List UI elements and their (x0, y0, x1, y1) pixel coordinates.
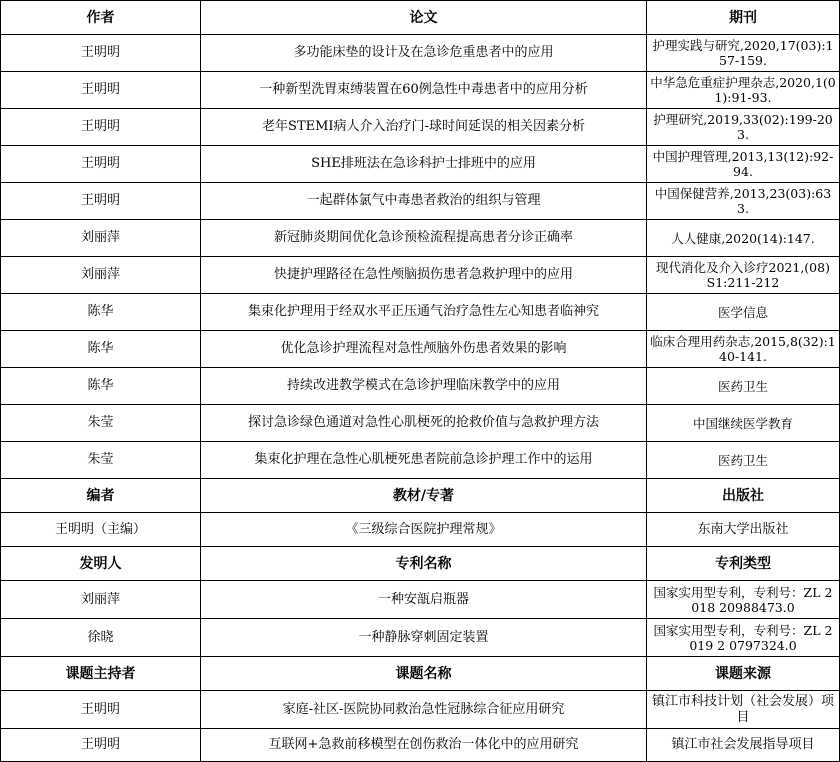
paper-author: 王明明 (1, 35, 201, 72)
paper-journal: 现代消化及介入诊疗2021,(08) S1:211-212 (647, 257, 840, 294)
paper-author: 刘丽萍 (1, 257, 201, 294)
paper-journal: 护理实践与研究,2020,17(03):157-159. (647, 35, 840, 72)
table-row (1, 581, 840, 619)
patents-header-row (1, 547, 840, 581)
projects-header-name: 课题名称 (201, 657, 647, 691)
projects-header-row (1, 657, 840, 691)
paper-author: 王明明 (1, 183, 201, 220)
books-header-editor: 编者 (1, 479, 201, 513)
paper-journal: 中国继续医学教育 (647, 405, 840, 442)
patent-name: 一种安瓿启瓶器 (201, 581, 647, 619)
table-row (1, 72, 840, 109)
table-row (1, 35, 840, 72)
table-row (1, 257, 840, 294)
paper-journal: 临床合理用药杂志,2015,8(32):140-141. (647, 331, 840, 368)
patent-inventor: 徐晓 (1, 619, 201, 657)
patents-header-type: 专利类型 (647, 547, 840, 581)
table-row (1, 331, 840, 368)
patents-header-name: 专利名称 (201, 547, 647, 581)
paper-author: 朱莹 (1, 442, 201, 479)
patent-inventor: 刘丽萍 (1, 581, 201, 619)
paper-journal: 中国护理管理,2013,13(12):92-94. (647, 146, 840, 183)
project-name: 互联网+急救前移模型在创伤救治一体化中的应用研究 (201, 729, 647, 762)
paper-author: 王明明 (1, 109, 201, 146)
project-source: 镇江市社会发展指导项目 (647, 729, 840, 762)
paper-title: 集束化护理在急性心肌梗死患者院前急诊护理工作中的运用 (201, 442, 647, 479)
paper-journal: 医学信息 (647, 294, 840, 331)
paper-title: 持续改进教学模式在急诊护理临床教学中的应用 (201, 368, 647, 405)
papers-header-journal: 期刊 (647, 1, 840, 35)
table-row (1, 442, 840, 479)
paper-author: 陈华 (1, 368, 201, 405)
papers-header-title: 论文 (201, 1, 647, 35)
patent-type: 国家实用型专利，专利号：ZL 2019 2 0797324.0 (647, 619, 840, 657)
paper-title: 一种新型洗胃束缚装置在60例急性中毒患者中的应用分析 (201, 72, 647, 109)
paper-journal: 医药卫生 (647, 442, 840, 479)
table-row (1, 691, 840, 729)
paper-journal: 护理研究,2019,33(02):199-203. (647, 109, 840, 146)
paper-title: SHE排班法在急诊科护士排班中的应用 (201, 146, 647, 183)
projects-header-host: 课题主持者 (1, 657, 201, 691)
projects-header-source: 课题来源 (647, 657, 840, 691)
paper-title: 老年STEMI病人介入治疗门-球时间延误的相关因素分析 (201, 109, 647, 146)
table-row (1, 294, 840, 331)
table-row (1, 368, 840, 405)
paper-title: 探讨急诊绿色通道对急性心肌梗死的抢救价值与急救护理方法 (201, 405, 647, 442)
table-row (1, 513, 840, 547)
paper-title: 集束化护理用于经双水平正压通气治疗急性左心知患者临神究 (201, 294, 647, 331)
table-row (1, 146, 840, 183)
table-row (1, 619, 840, 657)
paper-author: 陈华 (1, 294, 201, 331)
books-header-title: 教材/专著 (201, 479, 647, 513)
paper-author: 陈华 (1, 331, 201, 368)
table-row (1, 109, 840, 146)
table-row (1, 729, 840, 762)
project-source: 镇江市科技计划（社会发展）项目 (647, 691, 840, 729)
project-host: 王明明 (1, 729, 201, 762)
paper-journal: 中华急危重症护理杂志,2020,1(01):91-93. (647, 72, 840, 109)
paper-title: 多功能床垫的设计及在急诊危重患者中的应用 (201, 35, 647, 72)
paper-journal: 中国保健营养,2013,23(03):633. (647, 183, 840, 220)
papers-header-row (1, 1, 840, 35)
papers-header-author: 作者 (1, 1, 201, 35)
paper-author: 刘丽萍 (1, 220, 201, 257)
paper-journal: 医药卫生 (647, 368, 840, 405)
books-header-publisher: 出版社 (647, 479, 840, 513)
table-row (1, 183, 840, 220)
books-header-row (1, 479, 840, 513)
paper-title: 快捷护理路径在急性颅脑损伤患者急救护理中的应用 (201, 257, 647, 294)
project-name: 家庭-社区-医院协同救治急性冠脉综合征应用研究 (201, 691, 647, 729)
paper-title: 新冠肺炎期间优化急诊预检流程提高患者分诊正确率 (201, 220, 647, 257)
project-host: 王明明 (1, 691, 201, 729)
book-title: 《三级综合医院护理常规》 (201, 513, 647, 547)
table-row (1, 405, 840, 442)
patents-header-inventor: 发明人 (1, 547, 201, 581)
paper-author: 朱莹 (1, 405, 201, 442)
paper-author: 王明明 (1, 146, 201, 183)
paper-title: 优化急诊护理流程对急性颅脑外伤患者效果的影响 (201, 331, 647, 368)
patent-name: 一种静脉穿刺固定装置 (201, 619, 647, 657)
paper-author: 王明明 (1, 72, 201, 109)
book-editor: 王明明（主编） (1, 513, 201, 547)
table-row (1, 220, 840, 257)
book-publisher: 东南大学出版社 (647, 513, 840, 547)
patent-type: 国家实用型专利，专利号：ZL 2018 20988473.0 (647, 581, 840, 619)
paper-journal: 人人健康,2020(14):147. (647, 220, 840, 257)
paper-title: 一起群体氯气中毒患者救治的组织与管理 (201, 183, 647, 220)
